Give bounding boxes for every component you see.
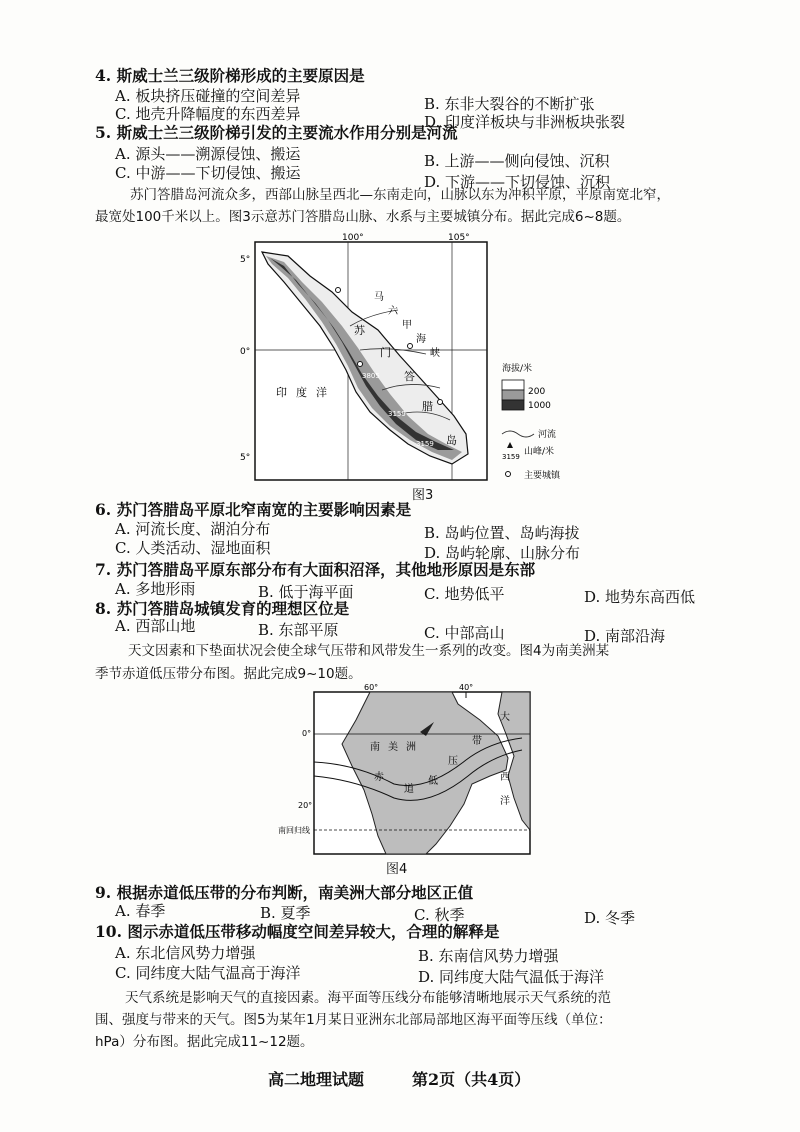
q8-option-d[interactable]: D. 南部沿海 — [584, 627, 666, 645]
q9-stem: 9. 根据赤道低压带的分布判断，南美洲大部分地区正值 — [95, 883, 474, 902]
q8-stem: 8. 苏门答腊岛城镇发育的理想区位是 — [95, 599, 350, 618]
q9-option-d[interactable]: D. 冬季 — [584, 909, 636, 927]
q7-option-b[interactable]: B. 低于海平面 — [258, 583, 354, 601]
q9-option-b[interactable]: B. 夏季 — [260, 904, 311, 922]
q4-option-d[interactable]: D. 印度洋板块与非洲板块张裂 — [424, 113, 626, 131]
q8-option-c[interactable]: C. 中部高山 — [424, 624, 505, 642]
figure4-south-america-map — [276, 680, 536, 860]
fig3-legend-title: 海拔/米 — [502, 364, 533, 374]
q10-option-c[interactable]: C. 同纬度大陆气温高于海洋 — [115, 964, 301, 982]
q6-option-b[interactable]: B. 岛屿位置、岛屿海拔 — [424, 524, 580, 542]
figure3-sumatra-map — [240, 230, 570, 500]
fig4-belt-char-1: 赤 — [374, 772, 384, 783]
q9-option-c[interactable]: C. 秋季 — [414, 906, 465, 924]
fig4-ocean-char-1: 大 — [500, 712, 510, 723]
q6-option-c[interactable]: C. 人类活动、湿地面积 — [115, 539, 271, 557]
q6-stem: 6. 苏门答腊岛平原北窄南宽的主要影响因素是 — [95, 500, 412, 519]
q4-option-a[interactable]: A. 板块挤压碰撞的空间差异 — [115, 87, 301, 105]
fig3-peak-3-label: 3159 — [416, 440, 434, 448]
fig4-continent-char-2: 美 — [388, 742, 398, 753]
fig4-lon-60-label: 60° — [364, 683, 379, 692]
fig3-island-char-2: 门 — [380, 346, 391, 359]
passage-pressure-belt-line2: 季节赤道低压带分布图。据此完成9~10题。 — [95, 666, 362, 682]
fig4-continent-char-1: 南 — [370, 742, 380, 753]
fig3-legend-river: 河流 — [538, 430, 557, 440]
fig4-ocean-char-3: 洋 — [500, 796, 510, 807]
figure3-caption: 图3 — [412, 488, 434, 503]
fig3-legend-peak-value: 3159 — [502, 453, 520, 461]
q10-option-d[interactable]: D. 同纬度大陆气温低于海洋 — [418, 968, 605, 986]
fig3-legend-peak: 山峰/米 — [524, 447, 555, 457]
q5-option-c[interactable]: C. 中游——下切侵蚀、搬运 — [115, 164, 301, 182]
fig3-lat-5s-label: 5° — [240, 453, 251, 463]
fig3-island-char-1: 苏 — [354, 324, 365, 337]
fig3-peak-1-label: 3805 — [362, 372, 380, 380]
fig3-strait-char-4: 海 — [416, 334, 426, 345]
q5-option-a[interactable]: A. 源头——溯源侵蚀、搬运 — [115, 145, 301, 163]
passage-weather-line3: hPa）分布图。据此完成11~12题。 — [95, 1034, 314, 1050]
fig3-lon-100-label: 100° — [342, 233, 364, 243]
fig3-ocean-char-1: 印 — [276, 386, 293, 399]
q10-option-b[interactable]: B. 东南信风势力增强 — [418, 947, 559, 965]
q4-option-b[interactable]: B. 东非大裂谷的不断扩张 — [424, 95, 595, 113]
fig3-lat-0-label: 0° — [240, 347, 251, 357]
fig3-peak-2-label: 3159 — [388, 410, 406, 418]
fig3-legend-town: 主要城镇 — [524, 471, 561, 481]
q5-option-d[interactable]: D. 下游——下切侵蚀、沉积 — [424, 173, 611, 191]
passage-pressure-belt-line1: 天文因素和下垫面状况会使全球气压带和风带发生一系列的改变。图4为南美洲某 — [128, 643, 610, 659]
fig3-ocean-char-2: 度 — [296, 386, 307, 399]
fig4-tropic-label: 南回归线 — [278, 826, 310, 835]
q6-option-a[interactable]: A. 河流长度、湖泊分布 — [115, 520, 271, 538]
q7-option-c[interactable]: C. 地势低平 — [424, 585, 505, 603]
q4-option-c[interactable]: C. 地壳升降幅度的东西差异 — [115, 105, 301, 123]
q9-option-a[interactable]: A. 春季 — [115, 902, 166, 920]
q7-option-a[interactable]: A. 多地形雨 — [115, 580, 196, 598]
fig4-belt-char-3: 低 — [428, 776, 438, 787]
q6-option-d[interactable]: D. 岛屿轮廓、山脉分布 — [424, 544, 581, 562]
q4-stem: 4. 斯威士兰三级阶梯形成的主要原因是 — [95, 66, 365, 85]
passage-weather-line1: 天气系统是影响天气的直接因素。海平面等压线分布能够清晰地展示天气系统的范 — [125, 990, 611, 1006]
footer-page-number: 第2页（共4页） — [412, 1070, 531, 1089]
passage-sumatra-line1: 苏门答腊岛河流众多，西部山脉呈西北—东南走向，山脉以东为冲积平原，平原南宽北窄， — [130, 187, 670, 203]
q7-stem: 7. 苏门答腊岛平原东部分布有大面积沼泽，其他地形原因是东部 — [95, 560, 536, 579]
fig3-strait-char-2: 六 — [388, 306, 398, 317]
fig4-belt-char-2: 道 — [404, 784, 414, 795]
footer-subject: 高二地理试题 — [268, 1070, 365, 1089]
fig3-legend-200: 200 — [528, 387, 546, 397]
fig3-island-char-5: 岛 — [446, 434, 457, 447]
q7-option-d[interactable]: D. 地势东高西低 — [584, 588, 696, 606]
fig3-ocean-char-3: 洋 — [316, 386, 327, 399]
fig4-belt-char-5: 带 — [472, 736, 482, 747]
fig3-legend-1000: 1000 — [528, 401, 551, 411]
fig3-strait-char-1: 马 — [374, 292, 384, 303]
q5-option-b[interactable]: B. 上游——侧向侵蚀、沉积 — [424, 152, 610, 170]
passage-weather-line2: 围、强度与带来的天气。图5为某年1月某日亚洲东北部局部地区海平面等压线（单位： — [95, 1012, 612, 1028]
fig4-ocean-char-2: 西 — [500, 772, 510, 783]
fig4-lat-20-label: 20° — [298, 801, 313, 810]
fig3-lat-5n-label: 5° — [240, 255, 251, 265]
figure4-caption: 图4 — [386, 862, 408, 877]
q8-option-b[interactable]: B. 东部平原 — [258, 621, 339, 639]
q5-stem: 5. 斯威士兰三级阶梯引发的主要流水作用分别是河流 — [95, 123, 458, 142]
fig4-belt-char-4: 压 — [448, 756, 458, 767]
fig3-strait-char-5: 峡 — [430, 348, 440, 359]
fig3-island-char-3: 答 — [404, 370, 415, 383]
fig4-continent-char-3: 洲 — [406, 742, 416, 753]
q10-stem: 10. 图示赤道低压带移动幅度空间差异较大，合理的解释是 — [95, 922, 500, 941]
passage-sumatra-line2: 最宽处100千米以上。图3示意苏门答腊岛山脉、水系与主要城镇分布。据此完成6~8题。 — [95, 209, 631, 225]
fig4-lon-40-label: 40° — [459, 683, 474, 692]
fig3-lon-105-label: 105° — [448, 233, 470, 243]
q8-option-a[interactable]: A. 西部山地 — [115, 617, 196, 635]
fig4-lat-0-label: 0° — [302, 729, 312, 738]
q10-option-a[interactable]: A. 东北信风势力增强 — [115, 944, 256, 962]
fig3-strait-char-3: 甲 — [402, 320, 412, 331]
fig3-island-char-4: 腊 — [422, 400, 433, 413]
